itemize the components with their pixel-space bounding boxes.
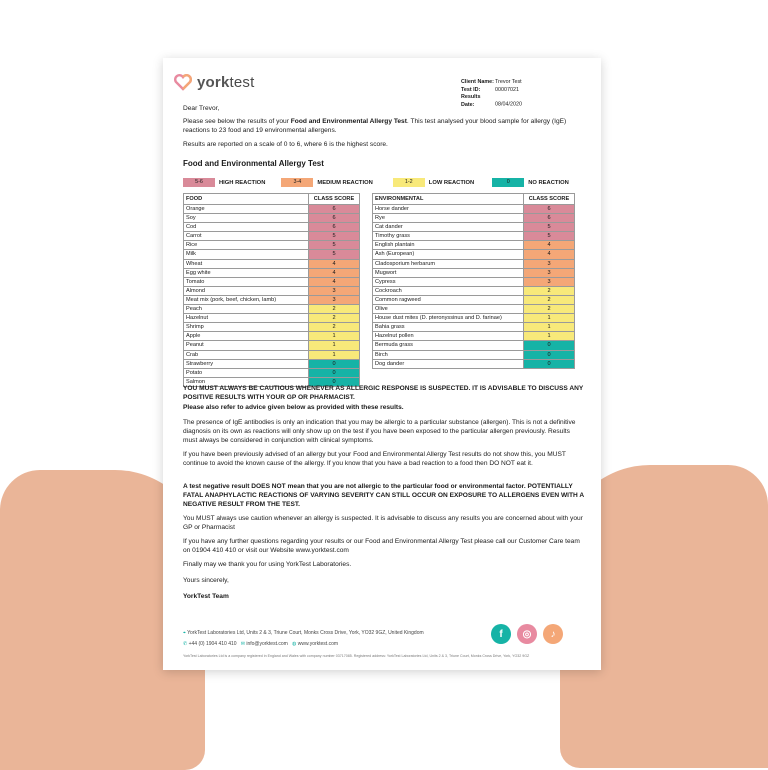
allergen-name: Hazelnut pollen — [373, 332, 524, 341]
allergen-name: Strawberry — [184, 359, 309, 368]
table-row — [373, 314, 575, 323]
class-score: 2 — [524, 286, 575, 295]
table-row — [184, 332, 360, 341]
caution-paragraph: You MUST always use caution whenever an allergy is suspected. It is advisable to discuss any results you are concerned about with your GP or Pharmacist — [183, 515, 583, 531]
reaction-legend — [183, 178, 569, 187]
phone-icon: ✆ — [183, 641, 188, 647]
table-row — [373, 323, 575, 332]
class-score: 3 — [309, 295, 360, 304]
table-row — [184, 223, 360, 232]
brand-name-b: test — [229, 73, 255, 91]
allergen-name: Common ragweed — [373, 295, 524, 304]
legend-swatch: 0 — [492, 178, 524, 187]
env-header: ENVIRONMENTAL — [373, 194, 524, 205]
table-row — [184, 268, 360, 277]
allergen-name: Wheat — [184, 259, 309, 268]
class-score: 3 — [524, 259, 575, 268]
intro-paragraph — [183, 117, 585, 135]
globe-icon: ◍ — [291, 641, 297, 647]
facebook-icon[interactable]: f — [491, 624, 511, 644]
table-row — [184, 368, 360, 377]
env-score-header: CLASS SCORE — [524, 194, 575, 205]
legend-label: LOW REACTION — [428, 179, 475, 186]
table-row — [184, 286, 360, 295]
class-score: 0 — [524, 350, 575, 359]
table-row — [373, 305, 575, 314]
class-score: 5 — [524, 223, 575, 232]
allergen-name: Salmon — [184, 377, 309, 386]
table-row — [184, 305, 360, 314]
class-score: 0 — [309, 359, 360, 368]
table-row — [373, 205, 575, 214]
results-date: 08/04/2020 — [495, 101, 522, 108]
contact-paragraph: If you have any further questions regarding your results or our Food and Environmental Allergy Test please call our Customer Care team on 01904 410 410 or visit our Website www.yorktest.com — [183, 538, 580, 554]
table-row — [373, 268, 575, 277]
allergen-name: Crab — [184, 350, 309, 359]
table-row — [373, 277, 575, 286]
footer-phone: +44 (0) 1904 410 410 — [188, 641, 237, 647]
allergen-name: Almond — [184, 286, 309, 295]
caution-warning: YOU MUST ALWAYS BE CAUTIOUS WHENEVER AS ALLERGIC RESPONSE IS SUSPECTED. IT IS ADVISABLE TO DISCUSS ANY POSITIVE RESULTS WITH YOUR GP OR PHARMACIST. — [183, 385, 584, 401]
table-row — [373, 241, 575, 250]
results-date-label: Results Date: — [461, 94, 481, 108]
table-row — [184, 259, 360, 268]
legend-item — [393, 178, 474, 187]
legend-swatch: 1-2 — [393, 178, 425, 187]
intro-text-c: . This test analysed your blood sample for allergy (IgE) reactions to 23 food and 19 environmental allergens. — [183, 118, 567, 134]
class-score: 3 — [524, 268, 575, 277]
brand-name — [197, 74, 254, 91]
table-row — [373, 214, 575, 223]
legend-swatch: 3-4 — [281, 178, 313, 187]
class-score: 2 — [309, 323, 360, 332]
email-icon: ✉ — [240, 641, 245, 647]
client-name-label: Client Name: — [461, 79, 494, 85]
table-row — [184, 314, 360, 323]
footer-email-link[interactable]: info@yorktest.com — [246, 641, 288, 647]
instagram-icon[interactable]: ◎ — [517, 624, 537, 644]
allergen-name: Peach — [184, 305, 309, 314]
class-score: 6 — [309, 205, 360, 214]
allergen-name: Meat mix (pork, beef, chicken, lamb) — [184, 295, 309, 304]
greeting: Dear Trevor, — [183, 105, 220, 112]
table-row — [373, 341, 575, 350]
allergen-name: Olive — [373, 305, 524, 314]
client-name: Trevor Test — [495, 79, 522, 85]
allergen-name: Egg white — [184, 268, 309, 277]
class-score: 4 — [524, 250, 575, 259]
table-row — [373, 295, 575, 304]
table-row — [184, 350, 360, 359]
table-row — [184, 205, 360, 214]
class-score: 1 — [524, 314, 575, 323]
class-score: 2 — [309, 314, 360, 323]
class-score: 1 — [524, 323, 575, 332]
class-score: 4 — [309, 268, 360, 277]
allergen-name: Milk — [184, 250, 309, 259]
class-score: 1 — [309, 332, 360, 341]
table-row — [184, 214, 360, 223]
legend-label: NO REACTION — [528, 179, 569, 186]
food-score-header: CLASS SCORE — [309, 194, 360, 205]
allergen-name: Horse dander — [373, 205, 524, 214]
class-score: 5 — [524, 232, 575, 241]
class-score: 4 — [309, 277, 360, 286]
table-row — [184, 250, 360, 259]
class-score: 4 — [524, 241, 575, 250]
environmental-table — [372, 193, 575, 369]
allergen-name: Potato — [184, 368, 309, 377]
footer-contact — [183, 628, 424, 650]
allergen-name: Shrimp — [184, 323, 309, 332]
legend-item — [183, 178, 265, 187]
class-score: 6 — [524, 214, 575, 223]
allergen-name: House dust mites (D. pteronyssinus and D. farinae) — [373, 314, 524, 323]
table-row — [184, 232, 360, 241]
allergen-name: Rice — [184, 241, 309, 250]
allergen-name: Peanut — [184, 341, 309, 350]
allergen-name: Bahia grass — [373, 323, 524, 332]
class-score: 0 — [309, 368, 360, 377]
table-row — [373, 359, 575, 368]
class-score: 1 — [309, 350, 360, 359]
allergen-name: Mugwort — [373, 268, 524, 277]
allergen-name: Cockroach — [373, 286, 524, 295]
class-score: 1 — [309, 341, 360, 350]
footer-website-link[interactable]: www.yorktest.com — [297, 641, 339, 647]
signoff: Yours sincerely, — [183, 577, 229, 584]
class-score: 2 — [309, 305, 360, 314]
allergen-name: Timothy grass — [373, 232, 524, 241]
footer-address: YorkTest Laboratories Ltd, Units 2 & 3, Triune Court, Monks Cross Drive, York, YO32 9GZ, United Kingdom — [187, 630, 424, 636]
legend-label: MEDIUM REACTION — [317, 179, 373, 186]
table-row — [373, 350, 575, 359]
allergen-name: Cod — [184, 223, 309, 232]
brand-name-a: york — [197, 73, 230, 91]
ige-paragraph: The presence of IgE antibodies is only an indication that you may be allergic to a particular substance (allergen). This is not a definitive diagnosis on its own as reactions will only show up on the test if you have been exposed to the particular allergen previously. Results must always be considered in conjunction with clinical symptoms. — [183, 419, 576, 444]
class-score: 0 — [524, 359, 575, 368]
allergen-name: Birch — [373, 350, 524, 359]
negative-result-paragraph: A test negative result DOES NOT mean that you are not allergic to the particular food or environmental factor. POTENTIALLY FATAL ANAPHYLACTIC REACTIONS OF VARYING SEVERITY CAN STILL OCCUR ON EXPOSURE TO ALLERGENS EVEN WITH A NEGATIVE RESULT FROM THE TEST. — [183, 483, 584, 508]
intro-text-a: Please see below the results of your — [183, 118, 291, 125]
allergen-name: English plantain — [373, 241, 524, 250]
brand-logo — [173, 72, 254, 92]
table-row — [373, 223, 575, 232]
class-score: 0 — [309, 377, 360, 386]
allergen-name: Tomato — [184, 277, 309, 286]
twitter-icon[interactable]: ♪ — [543, 624, 563, 644]
allergen-name: Ash (European) — [373, 250, 524, 259]
class-score: 4 — [309, 259, 360, 268]
allergen-name: Rye — [373, 214, 524, 223]
allergen-name: Bermuda grass — [373, 341, 524, 350]
location-pin-icon: ⌖ — [183, 630, 186, 636]
class-score: 3 — [309, 286, 360, 295]
table-row — [184, 277, 360, 286]
food-header: FOOD — [184, 194, 309, 205]
class-score: 6 — [309, 214, 360, 223]
class-score: 5 — [309, 232, 360, 241]
allergen-name: Cypress — [373, 277, 524, 286]
table-row — [373, 250, 575, 259]
class-score: 2 — [524, 305, 575, 314]
report-sheet — [163, 58, 601, 670]
class-score: 3 — [524, 277, 575, 286]
allergen-name: Orange — [184, 205, 309, 214]
previous-allergy-paragraph: If you have been previously advised of an allergy but your Food and Environmental Allergy Test results do not show this, you MUST continue to avoid the known cause of the allergy. If you know that you have a bad reaction to a food then DO NOT eat it. — [183, 451, 566, 467]
table-row — [184, 359, 360, 368]
class-score: 1 — [524, 332, 575, 341]
refer-note: Please also refer to advice given below as provided with these results. — [183, 404, 404, 411]
allergen-name: Apple — [184, 332, 309, 341]
test-id: 00007021 — [495, 86, 519, 93]
thanks-paragraph: Finally may we thank you for using YorkTest Laboratories. — [183, 561, 352, 568]
scale-note: Results are reported on a scale of 0 to 6, where 6 is the highest score. — [183, 141, 388, 148]
table-row — [184, 323, 360, 332]
legend-item — [281, 178, 372, 187]
legend-label: HIGH REACTION — [219, 179, 266, 186]
allergen-name: Carrot — [184, 232, 309, 241]
allergen-name: Cladosporium herbarum — [373, 259, 524, 268]
table-row — [373, 232, 575, 241]
table-row — [184, 241, 360, 250]
table-row — [184, 341, 360, 350]
team-signature: YorkTest Team — [183, 593, 229, 600]
allergen-name: Cat dander — [373, 223, 524, 232]
legend-item — [492, 178, 569, 187]
table-row — [184, 295, 360, 304]
class-score: 5 — [309, 241, 360, 250]
food-table — [183, 193, 360, 387]
allergen-name: Soy — [184, 214, 309, 223]
class-score: 6 — [309, 223, 360, 232]
table-row — [373, 259, 575, 268]
fine-print: YorkTest Laboratories Ltd is a company registered in England and Wales with company number 03717085. Registered address: YorkTest Laboratories Ltd, Units 2 & 3, Triune Court, Monks Cross Drive, York, YO32 9GZ — [183, 654, 530, 658]
allergen-name: Hazelnut — [184, 314, 309, 323]
class-score: 0 — [524, 341, 575, 350]
table-row — [373, 286, 575, 295]
social-links — [491, 624, 563, 644]
allergen-name: Dog dander — [373, 359, 524, 368]
legend-swatch: 5-6 — [183, 178, 215, 187]
intro-test-name: Food and Environmental Allergy Test — [290, 118, 407, 125]
heart-logo-icon — [173, 72, 193, 92]
class-score: 6 — [524, 205, 575, 214]
test-id-label: Test ID: — [461, 86, 481, 93]
section-heading: Food and Environmental Allergy Test — [183, 159, 324, 168]
class-score: 5 — [309, 250, 360, 259]
class-score: 2 — [524, 295, 575, 304]
table-row — [373, 332, 575, 341]
